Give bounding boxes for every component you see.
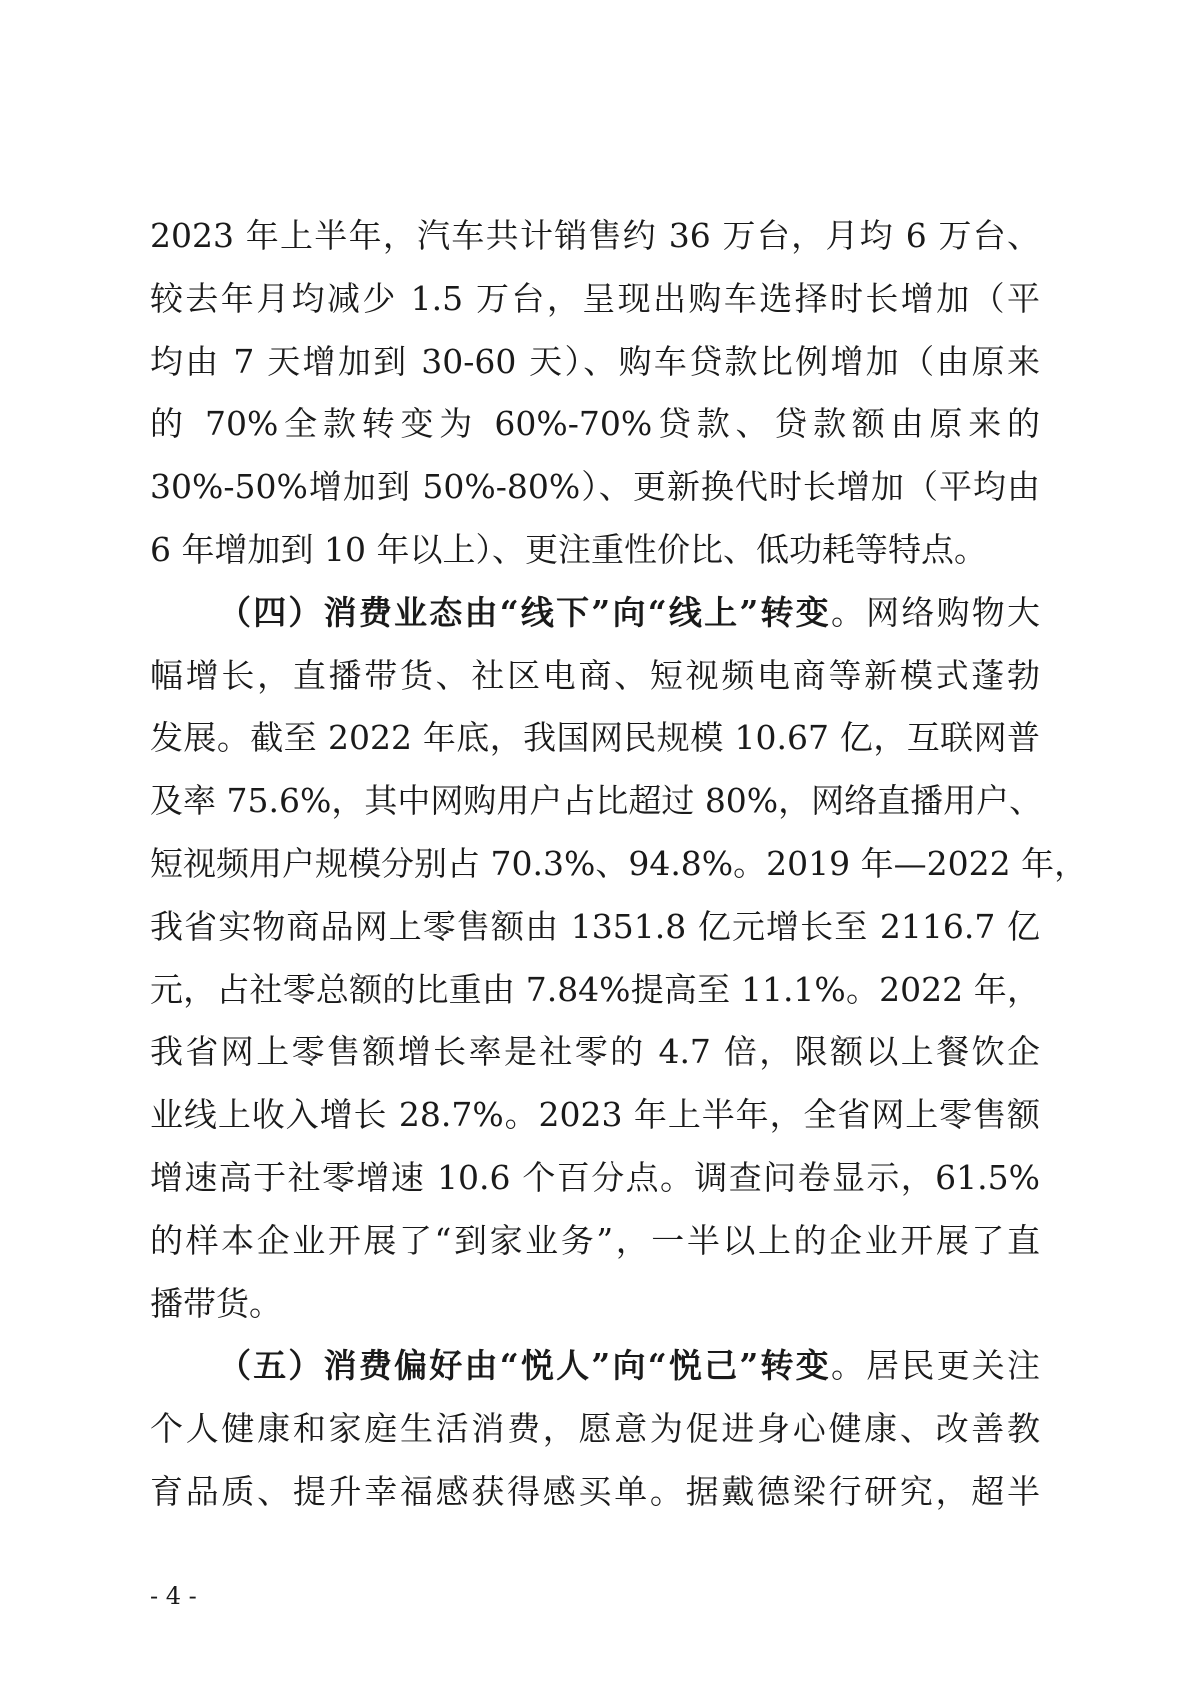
heading-line-text: 。居民更关注 — [830, 1346, 1040, 1386]
text-line: 较去年月均减少 1.5 万台，呈现出购车选择时长增加（平 — [150, 278, 1040, 318]
text-line: 的 70%全款转变为 60%-70%贷款、贷款额由原来的 — [150, 404, 1040, 444]
text-line: 我省实物商品网上零售额由 1351.8 亿元增长至 2116.7 亿 — [150, 906, 1040, 946]
section-heading-line — [150, 582, 1040, 645]
section-heading-line — [150, 1335, 1040, 1398]
text-line: 育品质、提升幸福感获得感买单。据戴德梁行研究，超半 — [150, 1471, 1040, 1511]
text-line: 的样本企业开展了“到家业务”，一半以上的企业开展了直 — [150, 1220, 1040, 1260]
text-line: 及率 75.6%，其中网购用户占比超过 80%，网络直播用户、 — [150, 781, 1043, 821]
text-line: 发展。截至 2022 年底，我国网民规模 10.67 亿，互联网普 — [150, 718, 1040, 758]
paragraph-auto-sales — [150, 205, 1040, 582]
text-line: 6 年增加到 10 年以上）、更注重性价比、低功耗等特点。 — [150, 529, 987, 569]
text-line: 个人健康和家庭生活消费，愿意为促进身心健康、改善教 — [150, 1409, 1040, 1449]
text-line: 元，占社零总额的比重由 7.84%提高至 11.1%。2022 年， — [150, 969, 1040, 1009]
paragraph-consumer-preference — [150, 1335, 1040, 1523]
text-line: 播带货。 — [150, 1283, 282, 1323]
paragraph-online-consumption — [150, 582, 1088, 1336]
heading-line-text: 。网络购物大 — [830, 592, 1040, 632]
text-line: 我省网上零售额增长率是社零的 4.7 倍，限额以上餐饮企 — [150, 1032, 1040, 1072]
page-number: - 4 - — [150, 1582, 197, 1610]
document-body — [150, 205, 1088, 1524]
section-heading-five: （五）消费偏好由“悦人”向“悦己”转变 — [218, 1346, 831, 1386]
text-line: 2023 年上半年，汽车共计销售约 36 万台，月均 6 万台、 — [150, 216, 1040, 255]
section-heading-four: （四）消费业态由“线下”向“线上”转变 — [218, 592, 831, 632]
text-line: 幅增长，直播带货、社区电商、短视频电商等新模式蓬勃 — [150, 655, 1040, 695]
text-line: 增速高于社零增速 10.6 个百分点。调查问卷显示，61.5% — [150, 1157, 1040, 1197]
text-line: 均由 7 天增加到 30-60 天）、购车贷款比例增加（由原来 — [150, 341, 1040, 381]
text-line: 30%-50%增加到 50%-80%）、更新换代时长增加（平均由 — [150, 467, 1040, 507]
text-line: 业线上收入增长 28.7%。2023 年上半年，全省网上零售额 — [150, 1095, 1040, 1135]
text-line: 短视频用户规模分别占 70.3%、94.8%。2019 年—2022 年， — [150, 843, 1088, 883]
